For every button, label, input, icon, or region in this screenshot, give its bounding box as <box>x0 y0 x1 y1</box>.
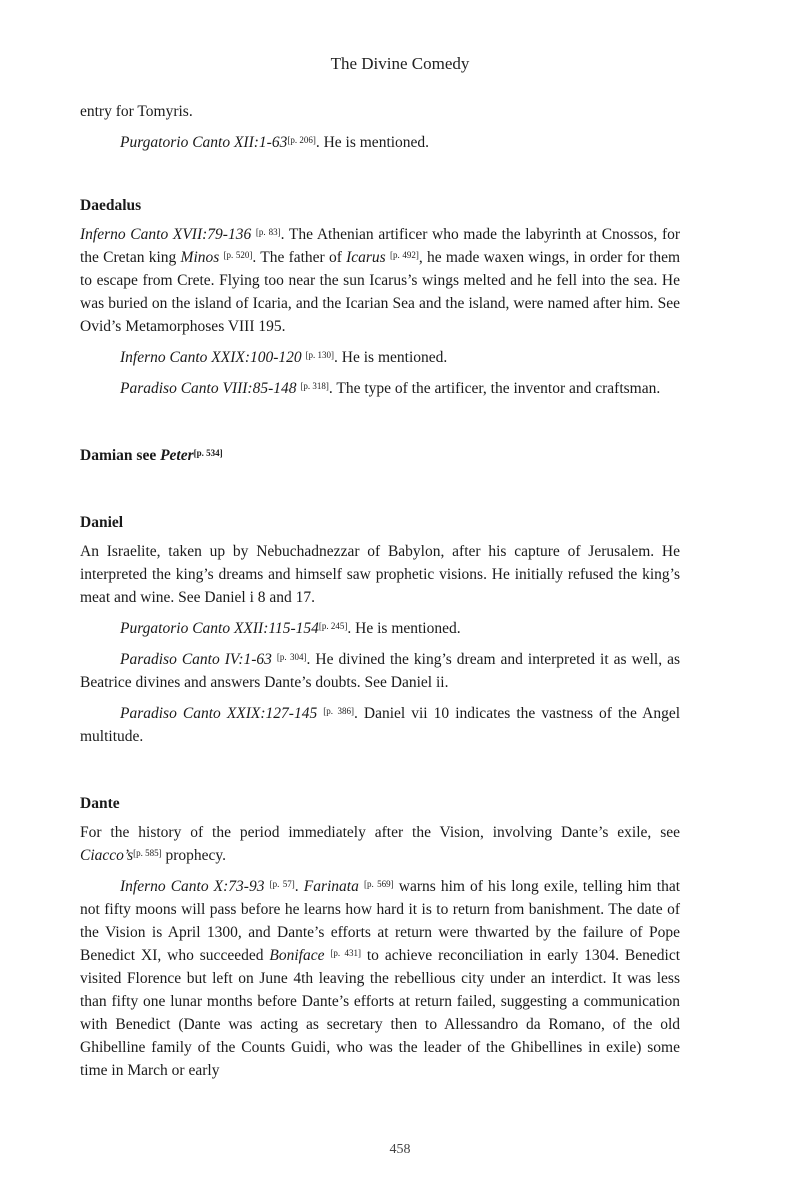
cross-ref-farinata[interactable]: Farinata <box>303 878 359 895</box>
cross-ref-icarus[interactable]: Icarus <box>346 249 386 266</box>
page-ref[interactable]: [p. 130] <box>305 350 335 360</box>
page-ref[interactable]: [p. 318] <box>300 381 329 391</box>
citation-link[interactable]: Purgatorio Canto XXII:115-154 <box>120 620 319 637</box>
daedalus-body: Inferno Canto XVII:79-136 [p. 83]. The Athenian artificer who made the labyrinth at Cnossos, for the Cretan king Minos [p. 520]. The father of Icarus [p. 492], he made waxen wings, in order for them to escape from Crete. Flying too near the sun Icarus’s wings melted and he fell into the sea. He was buried on the island of Icaria, and the Icarian Sea and the island, were named after him. See Ovid’s Metamorphoses VIII 195. <box>80 226 681 335</box>
page-ref[interactable]: [p. 304] <box>276 652 307 662</box>
citation-link[interactable]: Paradiso Canto VIII:85-148 <box>120 380 297 397</box>
cross-ref-peter[interactable]: Peter <box>160 447 194 464</box>
cross-ref-boniface[interactable]: Boniface <box>269 947 325 964</box>
page-ref[interactable]: [p. 492] <box>389 250 419 260</box>
cross-ref-minos[interactable]: Minos <box>180 249 220 266</box>
running-head: The Divine Comedy <box>330 54 470 73</box>
citation-link[interactable]: Paradiso Canto XXIX:127-145 <box>120 705 318 722</box>
entry-heading-dante: Dante <box>80 795 120 812</box>
citation-link[interactable]: Paradiso Canto IV:1-63 <box>120 651 272 668</box>
entry-heading-damian: Damian see Peter[p. 534] <box>80 447 223 464</box>
page-ref[interactable]: [p. 520] <box>223 250 253 260</box>
page-ref[interactable]: [p. 83] <box>255 227 281 237</box>
citation-link[interactable]: Inferno Canto X:73-93 <box>120 878 265 895</box>
page-ref[interactable]: [p. 206] <box>287 135 316 145</box>
page-ref[interactable]: [p. 245] <box>318 621 348 631</box>
entry-heading-daniel: Daniel <box>80 514 124 531</box>
citation-link[interactable]: Inferno Canto XVII:79-136 <box>80 226 252 243</box>
cross-ref-ciacco[interactable]: Ciacco’s <box>80 847 134 864</box>
tomyris-tail: entry for Tomyris. <box>80 103 193 120</box>
page-ref[interactable]: [p. 585] <box>133 848 162 858</box>
daedalus-reference-1: Inferno Canto XXIX:100-120 [p. 130]. He is mentioned. <box>120 349 448 366</box>
daniel-reference-2: Paradiso Canto IV:1-63 [p. 304]. He divined the king’s dream and interpreted it as well, as Beatrice divines and answers Dante’s doubts. See Daniel ii. <box>80 651 680 691</box>
page-body <box>80 100 680 1082</box>
daniel-reference-1: Purgatorio Canto XXII:115-154[p. 245]. He is mentioned. <box>120 620 461 637</box>
page-ref[interactable]: [p. 431] <box>330 948 361 958</box>
page-ref[interactable]: [p. 534] <box>193 448 223 458</box>
entry-heading-daedalus: Daedalus <box>80 197 142 214</box>
citation-link[interactable]: Inferno Canto XXIX:100-120 <box>120 349 302 366</box>
daniel-reference-3: Paradiso Canto XXIX:127-145 [p. 386]. Daniel vii 10 indicates the vastness of the Angel multitude. <box>80 705 680 745</box>
tomyris-reference: Purgatorio Canto XII:1-63[p. 206]. He is mentioned. <box>120 134 430 151</box>
daniel-body: An Israelite, taken up by Nebuchadnezzar of Babylon, after his capture of Jerusalem. He interpreted the king’s dreams and himself saw prophetic visions. He initially refused the king’s meat and wine. See Daniel i 8 and 17. <box>80 543 680 606</box>
page-ref[interactable]: [p. 386] <box>323 706 354 716</box>
page-number: 458 <box>389 1142 411 1157</box>
page-ref[interactable]: [p. 569] <box>363 879 394 889</box>
dante-reference-1: Inferno Canto X:73-93 [p. 57]. Farinata [p. 569] warns him of his long exile, telling him that not fifty moons will pass before he learns how hard it is to return from banishment. The date of the Vision is April 1300, and Dante’s efforts at return were thwarted by the failure of Pope Benedict XI, who succeeded Boniface [p. 431] to achieve reconciliation in early 1304. Benedict visited Florence but left on June 4th leaving the rebellious city under an interdict. It was less than fifty one lunar months before Dante’s efforts at return failed, suggesting a communication with Benedict (Dante was acting as secretary then to Allessandro da Romano, of the old Ghibelline family of the Counts Guidi, who was the leader of the Ghibellines in exile) some time in March or early <box>80 878 681 1079</box>
page-ref[interactable]: [p. 57] <box>269 879 295 889</box>
dante-intro: For the history of the period immediately after the Vision, involving Dante’s exile, see Ciacco’s[p. 585] prophecy. <box>80 824 680 864</box>
daedalus-reference-2: Paradiso Canto VIII:85-148 [p. 318]. The type of the artificer, the inventor and craftsman. <box>120 380 661 397</box>
citation-link[interactable]: Purgatorio Canto XII:1-63 <box>120 134 288 151</box>
